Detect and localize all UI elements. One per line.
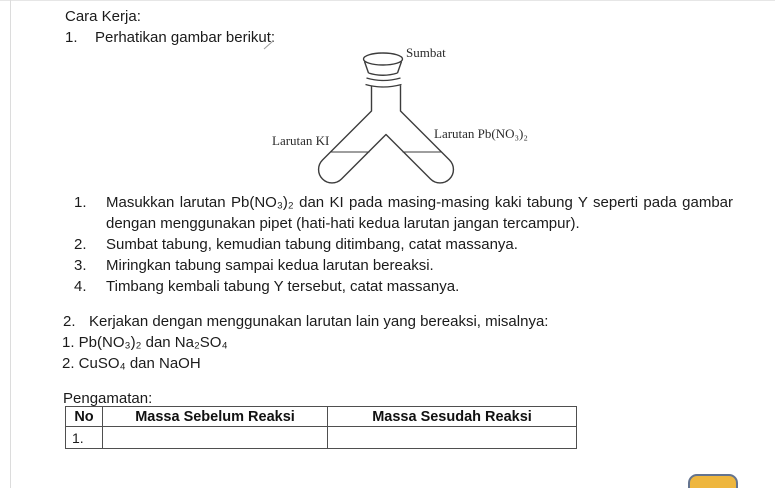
step-number: 3. (74, 257, 87, 274)
list-item-1-text: Perhatikan gambar berikut: (95, 29, 276, 46)
step-text: Masukkan larutan Pb(NO₃)₂ dan KI pada masing-masing kaki tabung Y seperti pada gambar dengan menggunakan pipet (hati-hati kedua larutan jangan tercampur). (106, 194, 733, 232)
procedure-step (74, 276, 733, 297)
step-text: Timbang kembali tabung Y tersebut, catat massanya. (106, 278, 460, 295)
floating-action-button[interactable] (688, 474, 738, 488)
list-item-2-number: 2. (63, 313, 76, 330)
step-text: Sumbat tabung, kemudian tabung ditimbang, catat massanya. (106, 236, 518, 253)
label-right-solution: Larutan Pb(NO₃)₂ (434, 126, 528, 141)
header-massa-sesudah: Massa Sesudah Reaksi (328, 407, 577, 427)
procedure-step (74, 192, 733, 234)
example-reaction-1: 1. Pb(NO₃)₂ dan Na₂SO₄ (62, 334, 228, 351)
cell-massa-sesudah (328, 427, 577, 449)
procedure-step (74, 255, 733, 276)
label-left-solution: Larutan KI (272, 133, 330, 148)
list-item-1 (65, 27, 275, 48)
step-number: 1. (74, 194, 87, 211)
step-text: Miringkan tabung sampai kedua larutan bereaksi. (106, 257, 434, 274)
y-tube-drawing (260, 38, 550, 185)
pencil-mark (264, 41, 273, 49)
y-tube-diagram (260, 38, 550, 185)
observation-heading: Pengamatan: (63, 390, 153, 407)
step-number: 4. (74, 278, 87, 295)
procedure-step (74, 234, 733, 255)
example-reaction-2: 2. CuSO₄ dan NaOH (62, 355, 201, 372)
header-no: No (66, 407, 103, 427)
observation-table (65, 406, 577, 449)
list-item-2-text: Kerjakan dengan menggunakan larutan lain yang bereaksi, misalnya: (89, 313, 549, 330)
table-header-row (66, 407, 577, 427)
cell-row-number: 1. (66, 427, 103, 449)
stopper-shape (364, 53, 403, 75)
cell-massa-sebelum (103, 427, 328, 449)
label-stopper: Sumbat (406, 45, 446, 60)
step-number: 2. (74, 236, 87, 253)
list-item-1-number: 1. (65, 29, 78, 46)
table-row (66, 427, 577, 449)
header-massa-sebelum: Massa Sebelum Reaksi (103, 407, 328, 427)
section-heading-cara-kerja: Cara Kerja: (65, 8, 141, 25)
page-top-edge (0, 0, 775, 1)
procedure-steps-list (74, 192, 733, 297)
page-left-edge (10, 0, 11, 488)
list-item-2 (63, 311, 548, 332)
